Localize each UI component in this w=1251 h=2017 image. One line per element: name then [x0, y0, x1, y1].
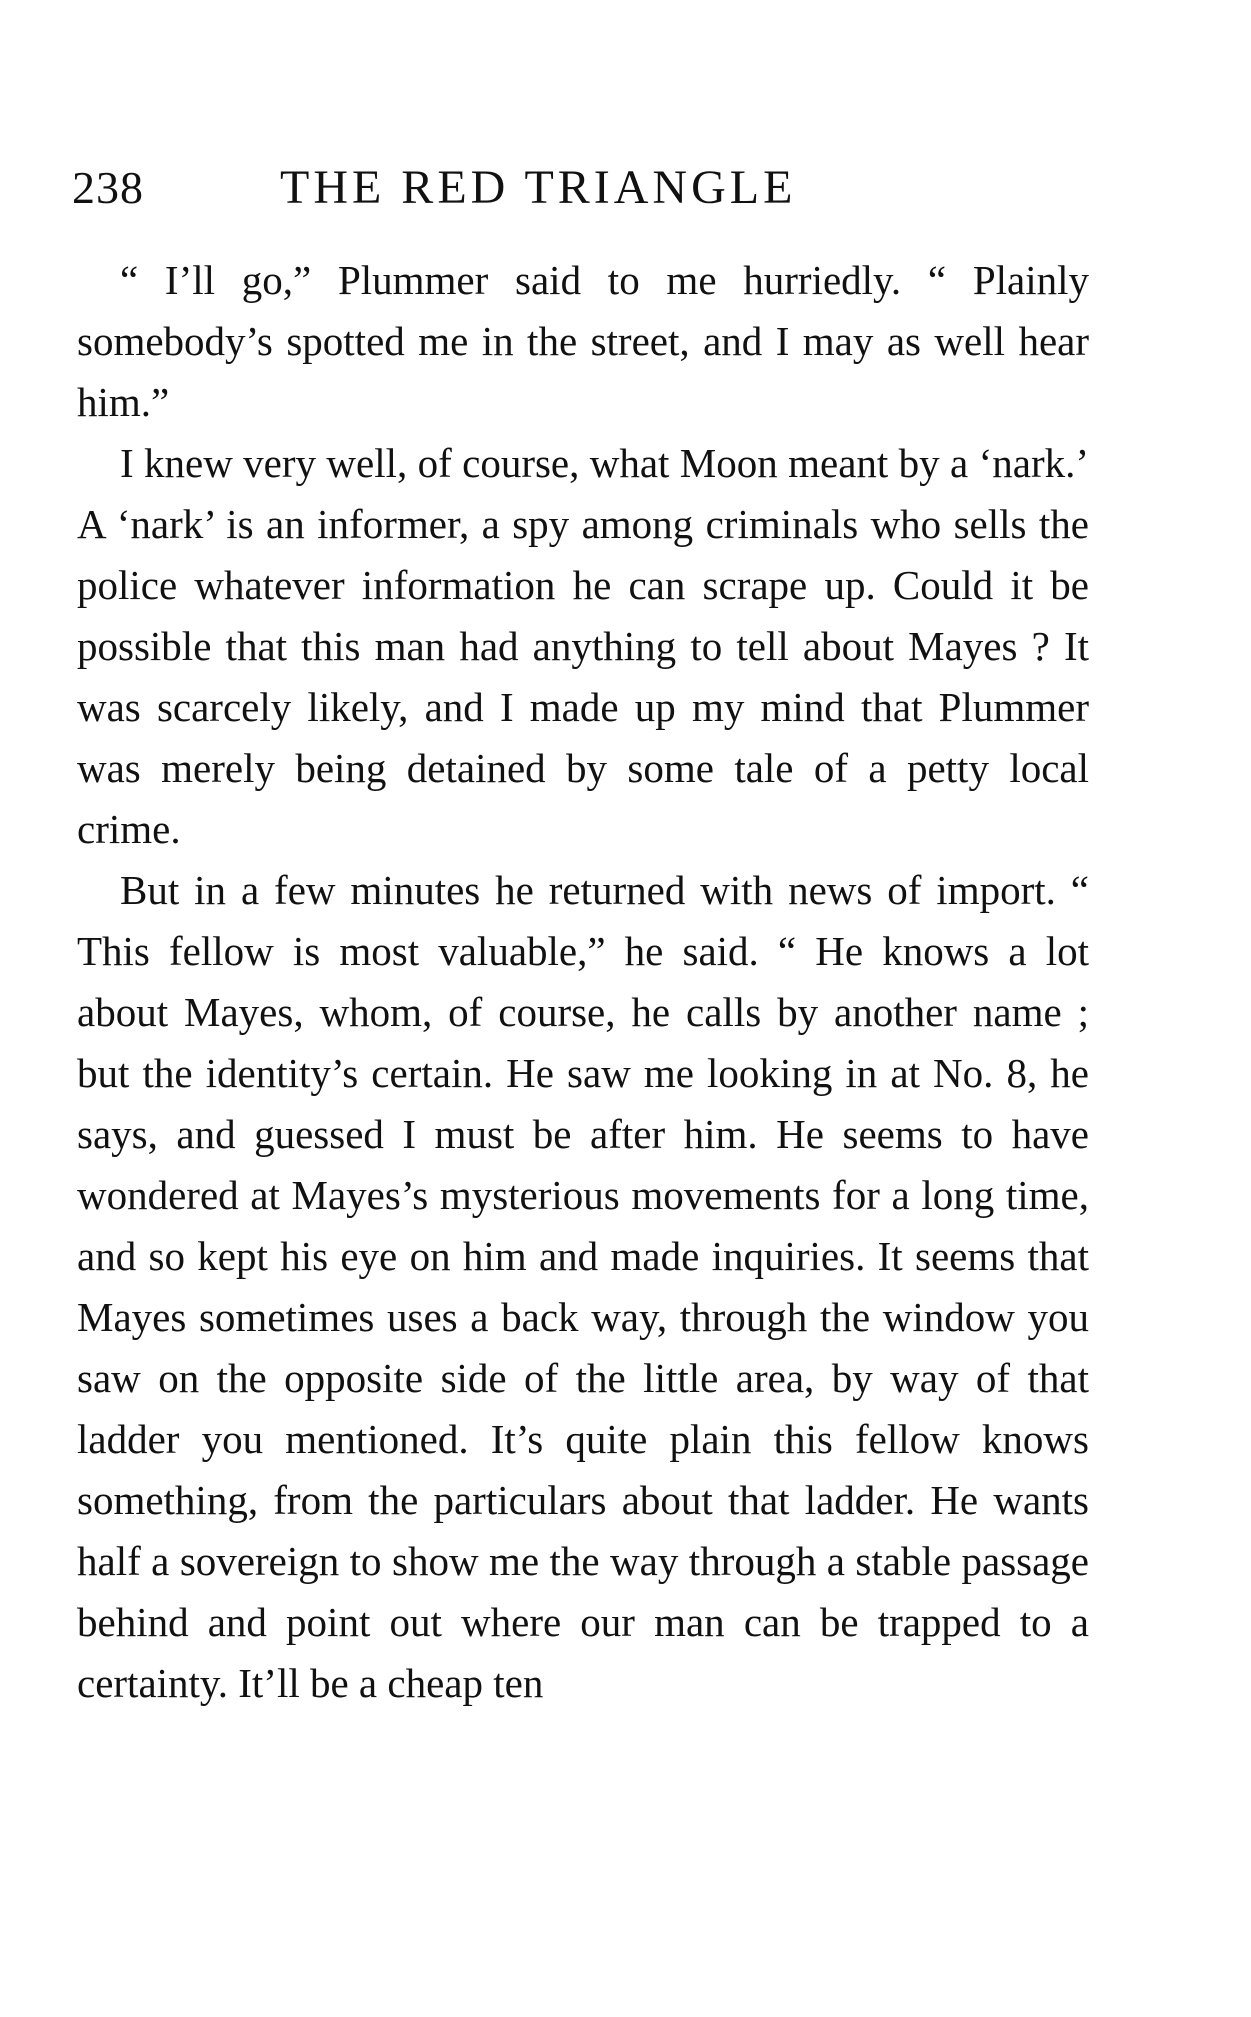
page-number: 238 — [72, 162, 144, 213]
paragraph: “ I’ll go,” Plummer said to me hurriedly. “ Plainly somebody’s spotted me in the street, and I may as well hear him.” — [77, 257, 1089, 425]
running-title: THE RED TRIANGLE — [280, 161, 797, 214]
running-head — [72, 158, 1102, 218]
body-text — [77, 250, 1089, 1714]
paragraph: I knew very well, of course, what Moon meant by a ‘nark.’ A ‘nark’ is an informer, a spy among criminals who sells the police whatever information he can scrape up. Could it be possible that this man had anything to tell about Mayes ? It was scarcely likely, and I made up my mind that Plummer was merely being detained by some tale of a petty local crime. — [77, 440, 1089, 852]
paragraph: But in a few minutes he returned with news of import. “ This fellow is most valuable,” he said. “ He knows a lot about Mayes, whom, of course, he calls by another name ; but the identity’s certain. He saw me looking in at No. 8, he says, and guessed I must be after him. He seems to have wondered at Mayes’s mysterious movements for a long time, and so kept his eye on him and made inquiries. It seems that Mayes sometimes uses a back way, through the window you saw on the opposite side of the little area, by way of that ladder you mentioned. It’s quite plain this fellow knows something, from the particulars about that ladder. He wants half a sovereign to show me the way through a stable passage behind and point out where our man can be trapped to a certainty. It’ll be a cheap ten — [77, 867, 1089, 1706]
